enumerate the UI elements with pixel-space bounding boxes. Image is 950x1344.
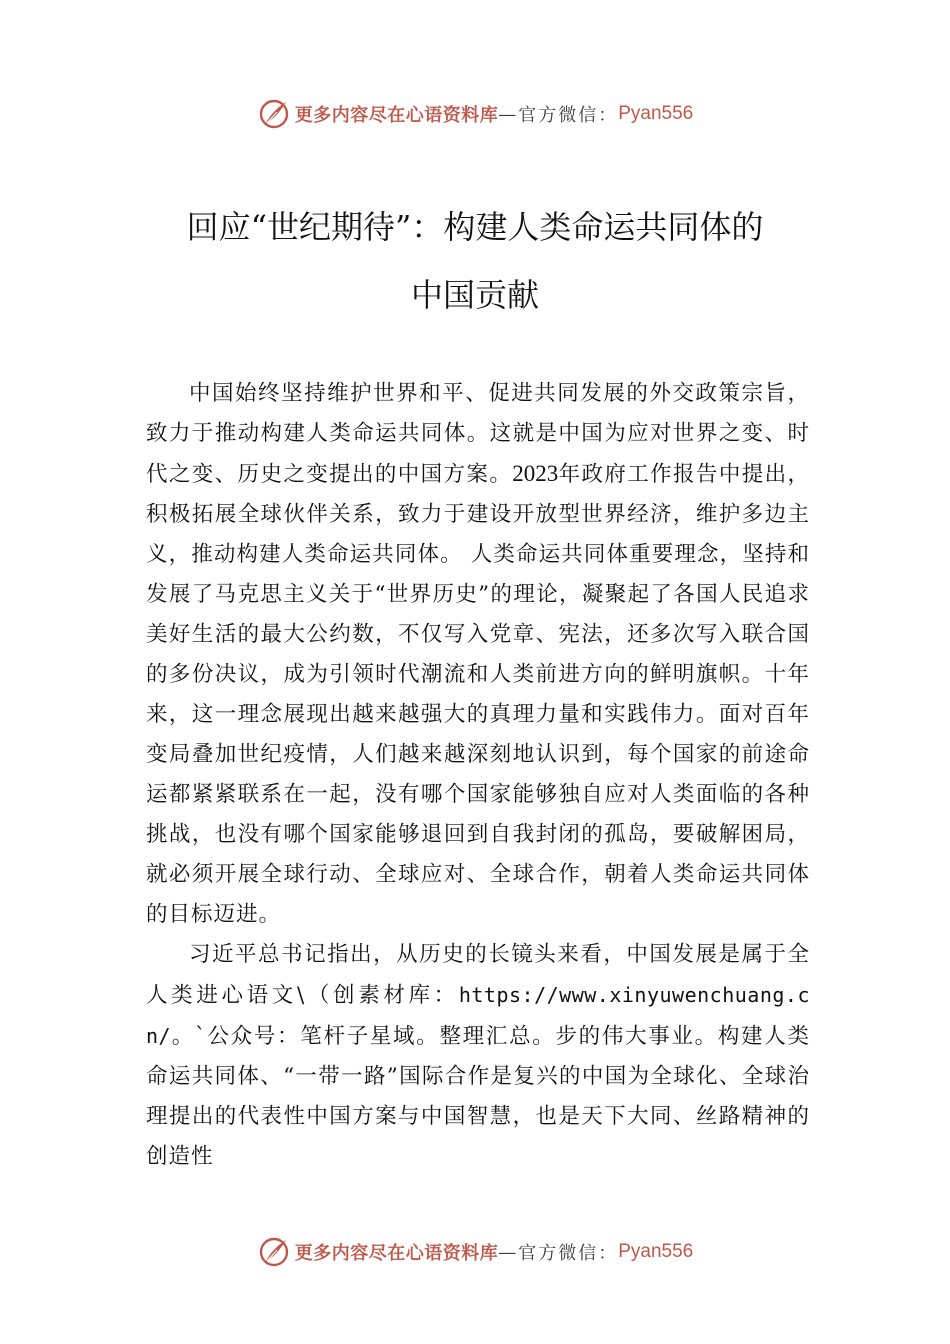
wechat-handle: Pyan556 [618,1241,694,1262]
source-url: https://www.xinyuwenchuang.cn/ [146,983,810,1048]
article-body [146,374,810,1177]
paragraph-2-text-a: 习近平总书记指出，从历史的长镜头来看，中国发展是属于全人类进心语文\（创素材库： [146,942,810,1008]
document-title-line-2: 中国贡献 [410,276,539,314]
wechat-handle: Pyan556 [618,103,694,124]
footer-banner [0,1232,950,1272]
wechat-label: 官方微信： [518,105,619,126]
banner-separator: — [498,1241,519,1263]
paragraph-2-text-b: 。`公众号：笔杆子星域。整理汇总。步的伟大事业。构建人类命运共同体、“一带一路”国际合作是复兴的中国为全球化、全球治理提出的代表性中国方案与中国智慧，也是天下大同、丝路精神的创造性 [146,1024,810,1169]
document-title-line-1: 回应“世纪期待”：构建人类命运共同体的 [186,208,764,246]
header-banner [0,94,950,134]
wechat-label: 官方微信： [518,1243,619,1264]
paragraph-1-text-b: 年政府工作报告中提出，积极拓展全球伙伴关系，致力于建设开放型世界经济，维护多边主义，推动构建人类命运共同体。 人类命运共同体重要理念，坚持和发展了马克思主义关于“世界历史”的理论，凝聚起了各国人民追求美好生活的最大公约数，不仅写入党章、宪法，还多次写入联合国的多份决议，成为引领时代潮流和人类前进方向的鲜明旗帜。十年来，这一理念展现出越来越强大的真理力量和实践伟力。面对百年变局叠加世纪疫情，人们越来越深刻地认识到，每个国家的前途命运都紧紧联系在一起，没有哪个国家能够独自应对人类面临的各种挑战，也没有哪个国家能够退回到自我封闭的孤岛，要破解困局，就必须开展全球行动、全球应对、全球合作，朝着人类命运共同体的目标迈进。 [146,462,810,927]
quill-logo-icon [257,1235,291,1269]
paragraph-1 [146,374,810,935]
paragraph-2 [146,935,810,1177]
banner-separator: — [498,103,519,125]
brand-name: 更多内容尽在心语资料库 [294,1243,499,1264]
year-number: 2023 [512,461,559,486]
brand-name: 更多内容尽在心语资料库 [294,105,499,126]
paragraph-1-text-a: 中国始终坚持维护世界和平、促进共同发展的外交政策宗旨，致力于推动构建人类命运共同体。这就是中国为应对世界之变、时代之变、历史之变提出的中国方案。 [146,381,810,487]
quill-logo-icon [257,97,291,131]
